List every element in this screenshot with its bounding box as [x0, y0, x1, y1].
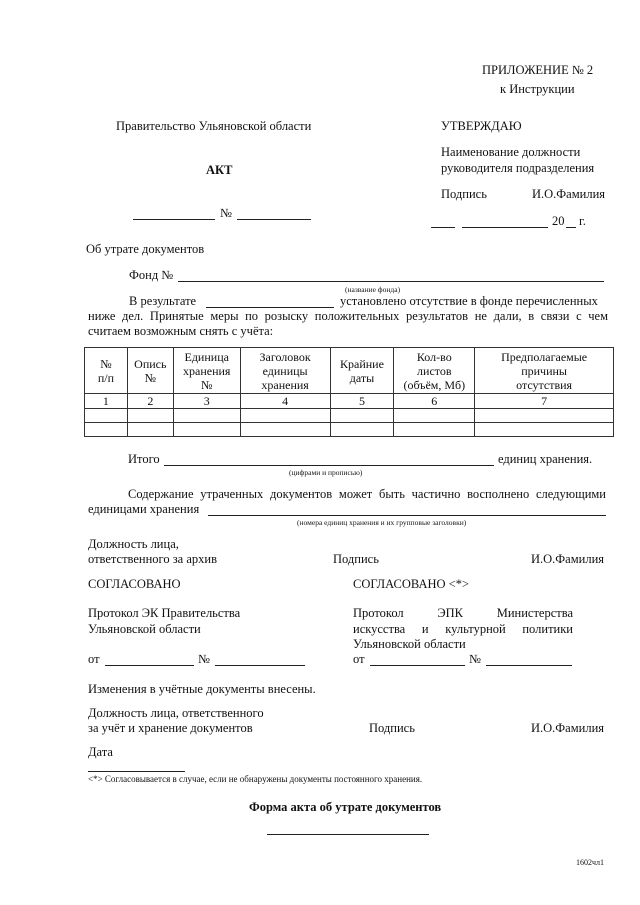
total-line	[164, 465, 494, 466]
approve-year-suffix: г.	[579, 214, 586, 228]
header-row-number: № п/п	[85, 348, 128, 394]
accounting-position-line1: Должность лица, ответственного	[88, 706, 264, 720]
agreed-left-number-sign: №	[198, 652, 210, 666]
approve-month-line	[462, 227, 548, 228]
date-label: Дата	[88, 745, 113, 759]
agreed-right-number-sign: №	[469, 652, 481, 666]
accounting-name-label: И.О.Фамилия	[531, 721, 605, 735]
doc-type: АКТ	[206, 163, 233, 177]
appendix-subtitle: к Инструкции	[500, 82, 575, 96]
table-cell: 7	[475, 394, 614, 409]
content-line1: Содержание утраченных документов может быть частично восполнено следующими	[128, 487, 606, 501]
agreed-right-from: от	[353, 652, 365, 666]
approve-position-line2: руководителя подразделения	[441, 161, 595, 175]
accounting-signature-label: Подпись	[369, 721, 415, 735]
archive-name-label: И.О.Фамилия	[531, 552, 605, 566]
header-unit-title: Заголовок единицы хранения	[240, 348, 330, 394]
agreed-right-number-line	[486, 665, 572, 666]
table-header-row	[85, 348, 614, 394]
footnote-separator	[88, 771, 185, 772]
result-line1-end: установлено отсутствие в фонде перечисленных	[340, 294, 598, 308]
content-line2: единицами хранения	[88, 502, 200, 516]
approve-day-line	[431, 227, 455, 228]
approve-year-line	[566, 227, 576, 228]
total-label: Итого	[128, 452, 160, 466]
archive-position-line1: Должность лица,	[88, 537, 179, 551]
header-inventory: Опись №	[127, 348, 173, 394]
agreed-right-date-line	[370, 665, 465, 666]
accounting-position-line2: за учёт и хранение документов	[88, 721, 253, 735]
approve-year-prefix: 20	[552, 214, 565, 228]
act-number-sign: №	[220, 206, 232, 220]
fund-label: Фонд №	[129, 268, 174, 282]
agreed-right-line1: Протокол ЭПК Министерства	[353, 606, 573, 620]
header-dates: Крайние даты	[330, 348, 394, 394]
fund-line	[178, 281, 604, 282]
approve-title: УТВЕРЖДАЮ	[441, 119, 522, 133]
fund-caption: (название фонда)	[345, 285, 401, 294]
result-line	[206, 307, 334, 308]
act-number-line	[237, 219, 311, 220]
result-line2: ниже дел. Принятые меры по розыску положительных результатов не дали, в связи с чем	[88, 309, 608, 323]
table-cell: 2	[127, 394, 173, 409]
total-suffix: единиц хранения.	[498, 452, 593, 466]
agreed-left-date-line	[105, 665, 194, 666]
agreed-left-line2: Ульяновской области	[88, 622, 201, 636]
page-code: 1602чл1	[576, 858, 605, 867]
table-row	[85, 409, 614, 423]
appendix-title: ПРИЛОЖЕНИЕ № 2	[482, 63, 594, 77]
table-cell: 6	[394, 394, 475, 409]
agreed-left-line1: Протокол ЭК Правительства	[88, 606, 241, 620]
agreed-right-title: СОГЛАСОВАНО <*>	[353, 577, 470, 591]
lost-documents-table	[84, 347, 614, 437]
table-number-row	[85, 394, 614, 409]
total-caption: (цифрами и прописью)	[289, 468, 363, 477]
table-cell: 4	[240, 394, 330, 409]
form-title: Форма акта об утрате документов	[249, 800, 442, 814]
agreed-right-line2: искусства и культурной политики	[353, 622, 573, 636]
act-date-line	[133, 219, 215, 220]
result-line1-start: В результате	[129, 294, 197, 308]
archive-position-line2: ответственного за архив	[88, 552, 217, 566]
archive-signature-label: Подпись	[333, 552, 379, 566]
header-sheet-count: Кол-во листов (объём, Мб)	[394, 348, 475, 394]
organization-name: Правительство Ульяновской области	[116, 119, 312, 133]
agreed-left-from: от	[88, 652, 100, 666]
table-cell: 3	[173, 394, 240, 409]
table-row	[85, 423, 614, 437]
act-subject: Об утрате документов	[86, 242, 205, 256]
changes-note: Изменения в учётные документы внесены.	[88, 682, 316, 696]
header-reasons: Предполагаемые причины отсутствия	[475, 348, 614, 394]
result-line3: считаем возможным снять с учёта:	[88, 324, 274, 338]
agreed-right-line3: Ульяновской области	[353, 637, 466, 651]
content-caption: (номера единиц хранения и их групповые заголовки)	[297, 518, 467, 527]
approve-position-line1: Наименование должности	[441, 145, 581, 159]
agreed-left-number-line	[215, 665, 305, 666]
form-title-underline	[267, 834, 429, 835]
approve-name-label: И.О.Фамилия	[532, 187, 606, 201]
header-storage-unit: Единица хранения №	[173, 348, 240, 394]
table-cell: 5	[330, 394, 394, 409]
approve-signature-label: Подпись	[441, 187, 487, 201]
content-line	[208, 515, 606, 516]
table-cell: 1	[85, 394, 128, 409]
footnote: <*> Согласовывается в случае, если не обнаружены документы постоянного хранения.	[88, 774, 423, 784]
agreed-left-title: СОГЛАСОВАНО	[88, 577, 181, 591]
